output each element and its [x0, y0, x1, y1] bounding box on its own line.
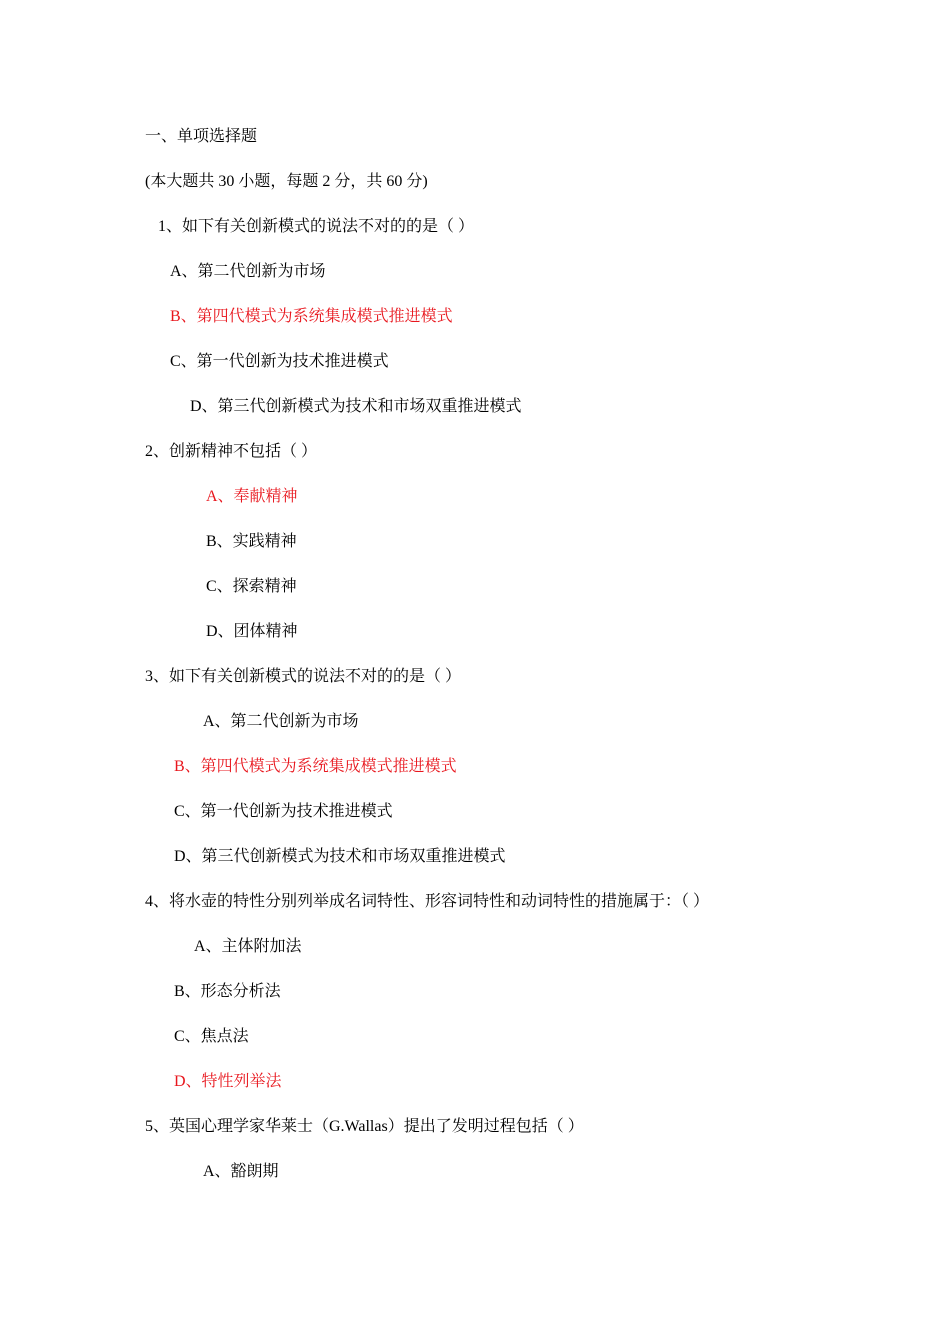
question-4-stem: 4、将水壶的特性分别列举成名词特性、形容词特性和动词特性的措施属于：（ ）: [145, 893, 710, 910]
question-5-stem: 5、英国心理学家华莱士（G.Wallas）提出了发明过程包括（ ）: [145, 1118, 584, 1135]
question-2-option-a-answer: A、奉献精神: [206, 488, 298, 505]
question-4-option-c: C、焦点法: [174, 1028, 249, 1045]
question-2-option-d: D、团体精神: [206, 623, 298, 640]
question-3-stem: 3、如下有关创新模式的说法不对的的是（ ）: [145, 668, 462, 685]
question-4-option-d-answer: D、特性列举法: [174, 1073, 282, 1090]
question-1-stem: 1、如下有关创新模式的说法不对的的是（ ）: [158, 218, 475, 235]
question-2-stem: 2、创新精神不包括（ ）: [145, 443, 318, 460]
question-3-option-c: C、第一代创新为技术推进模式: [174, 803, 393, 820]
question-2-option-b: B、实践精神: [206, 533, 297, 550]
section-title: 一、单项选择题: [145, 128, 258, 145]
question-1-option-b-answer: B、第四代模式为系统集成模式推进模式: [170, 308, 453, 325]
question-3-option-b-answer: B、第四代模式为系统集成模式推进模式: [174, 758, 457, 775]
question-2-option-c: C、探索精神: [206, 578, 297, 595]
question-5-option-a: A、豁朗期: [203, 1163, 279, 1180]
question-4-option-a: A、主体附加法: [194, 938, 302, 955]
question-1-option-d: D、第三代创新模式为技术和市场双重推进模式: [190, 398, 522, 415]
question-4-option-b: B、形态分析法: [174, 983, 281, 1000]
section-subtitle: (本大题共 30 小题，每题 2 分，共 60 分): [145, 173, 428, 190]
question-3-option-d: D、第三代创新模式为技术和市场双重推进模式: [174, 848, 506, 865]
question-3-option-a: A、第二代创新为市场: [203, 713, 359, 730]
question-1-option-c: C、第一代创新为技术推进模式: [170, 353, 389, 370]
question-1-option-a: A、第二代创新为市场: [170, 263, 326, 280]
